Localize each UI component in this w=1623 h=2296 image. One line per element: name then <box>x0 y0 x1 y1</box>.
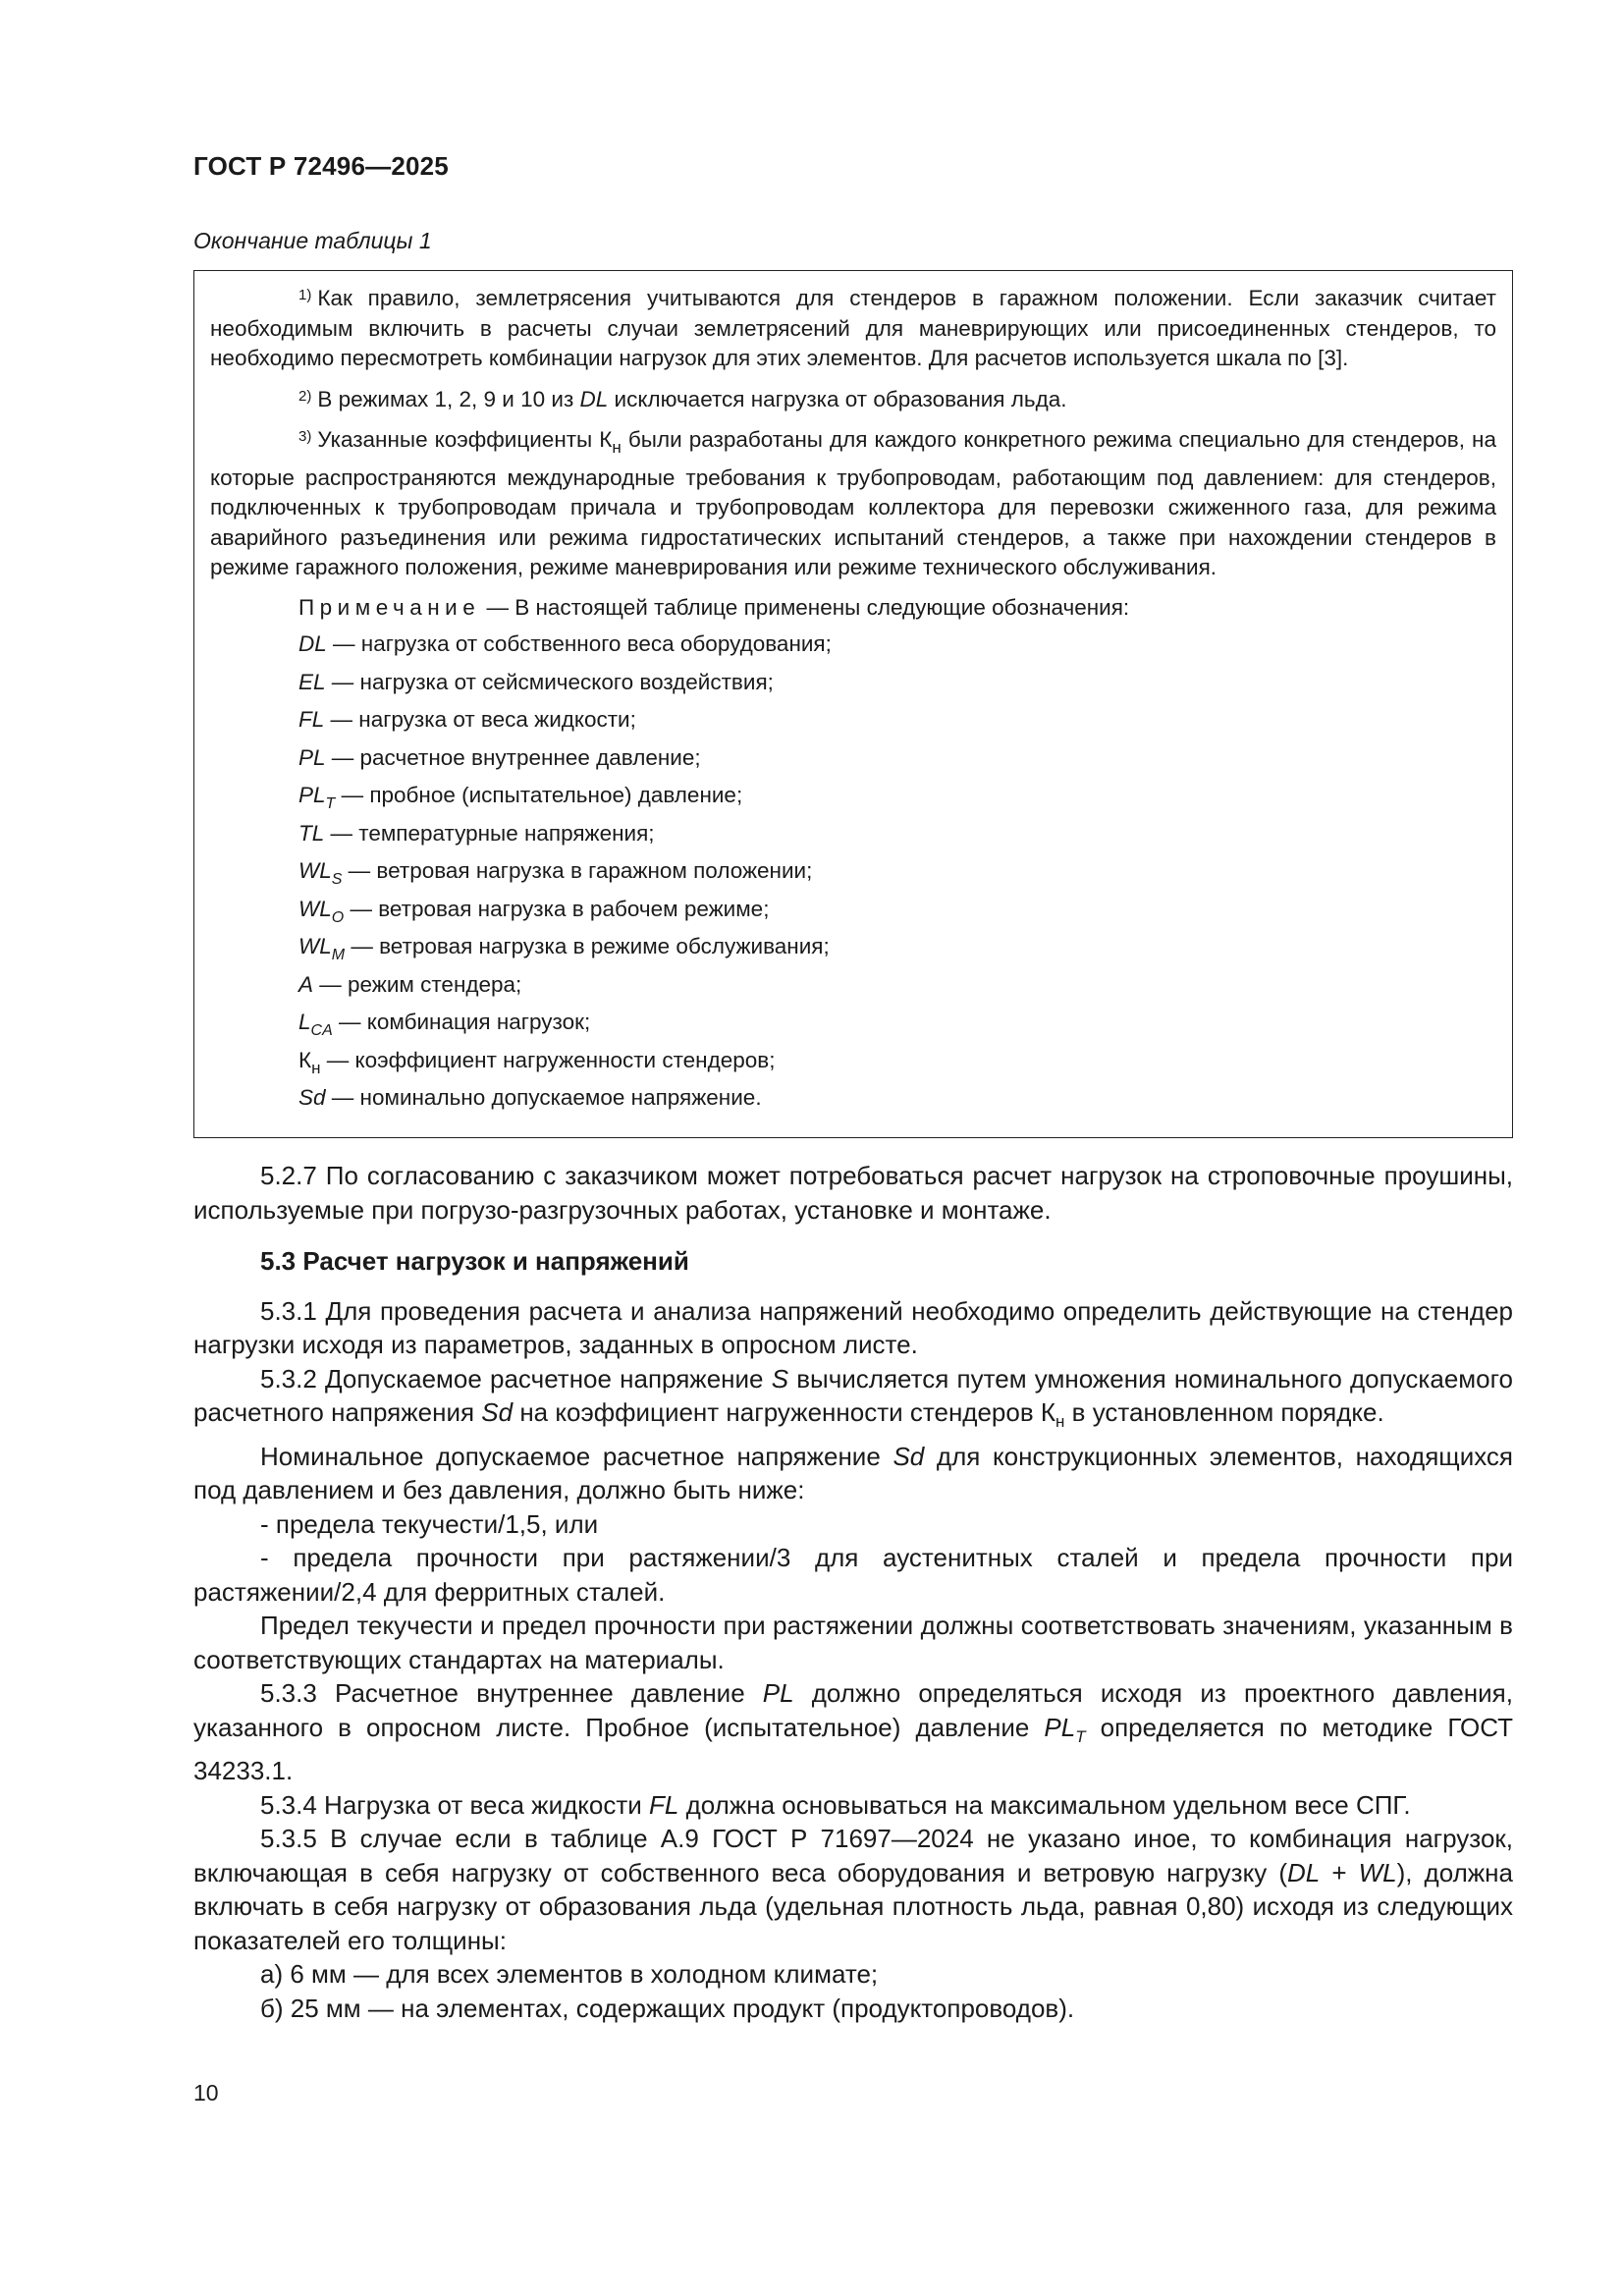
section-heading-5-3: 5.3 Расчет нагрузок и напряжений <box>260 1246 689 1276</box>
list-item-a: а) 6 мм — для всех элементов в холодном климате; <box>260 1959 879 1989</box>
document-header: ГОСТ Р 72496—2025 <box>193 151 449 181</box>
note-heading: Примечание — В настоящей таблице применены следующие обозначения: <box>298 594 1130 620</box>
page-number: 10 <box>193 2080 219 2105</box>
definition-item: Sd — номинально допускаемое напряжение. <box>298 1085 762 1110</box>
definitions-list <box>298 629 1496 1121</box>
list-item-yield: - предела текучести/1,5, или <box>260 1508 599 1539</box>
paragraph-5-3-2: 5.3.2 Допускаемое расчетное напряжение S вычисляется путем умножения номинального допускаемого расчетного напряжения Sd на коэффициент нагруженности стендеров $К_н$ в установленном порядке. <box>193 1363 1513 1431</box>
table-notes-box <box>193 270 1513 1138</box>
footnote-3: $^{3)}$ Указанные коэффициенты $К_н$ были разработаны для каждого конкретного режима специально для стендеров, на которые распространяются международные требования к трубопроводам, работающим под давлением: для стендеров, подключенных к трубопроводам причала и трубопроводам коллектора для перевозки сжиженного газа, для режима аварийного разъединения или режима гидростатических испытаний стендеров, а также при нахождении стендеров в режиме гаражного положения, режиме маневрирования или режиме технического обслуживания. <box>210 427 1496 579</box>
table-caption: Окончание таблицы 1 <box>193 228 432 253</box>
definition-item: A — режим стендера; <box>298 971 522 997</box>
definition-item: $WL_O$ — ветровая нагрузка в рабочем режиме; <box>298 896 770 926</box>
paragraph-5-2-7: 5.2.7 По согласованию с заказчиком может потребоваться расчет нагрузок на строповочные проушины, используемые при погрузо-разгрузочных работах, установке и монтаже. <box>193 1161 1513 1225</box>
definition-item: DL — нагрузка от собственного веса оборудования; <box>298 631 832 656</box>
definition-item: $L_{CA}$ — комбинация нагрузок; <box>298 1010 591 1039</box>
definition-item: $WL_S$ — ветровая нагрузка в гаражном положении; <box>298 858 813 888</box>
definition-item: FL — нагрузка от веса жидкости; <box>298 707 636 732</box>
document-body <box>193 1159 1513 2025</box>
list-item-b: б) 25 мм — на элементах, содержащих продукт (продуктопроводов). <box>260 1993 1075 2023</box>
paragraph-5-3-4: 5.3.4 Нагрузка от веса жидкости FL должна основываться на максимальном удельном весе СПГ. <box>260 1789 1411 1820</box>
paragraph-nominal-stress: Номинальное допускаемое расчетное напряжение Sd для конструкционных элементов, находящихся под давлением и без давления, должно быть ниже: <box>193 1441 1513 1504</box>
paragraph-5-3-3: 5.3.3 Расчетное внутреннее давление PL должно определяться исходя из проектного давления, указанного в опросном листе. Пробное (испытательное) давление $PL_T$ определяется по методике ГОСТ 34233.1. <box>193 1678 1514 1785</box>
definition-item: EL — нагрузка от сейсмического воздействия; <box>298 669 774 694</box>
list-item-tensile: - предела прочности при растяжении/3 для аустенитных сталей и предела прочности при растяжении/2,4 для ферритных сталей. <box>193 1543 1513 1607</box>
paragraph-5-3-1: 5.3.1 Для проведения расчета и анализа напряжений необходимо определить действующие на стендер нагрузки исходя из параметров, заданных в опросном листе. <box>193 1295 1513 1359</box>
definition-item: $К_н$ — коэффициент нагруженности стендеров; <box>298 1047 776 1077</box>
definition-item: TL — температурные напряжения; <box>298 820 655 846</box>
footnote-2: $^{2)}$ В режимах 1, 2, 9 и 10 из DL исключается нагрузка от образования льда. <box>298 386 1067 411</box>
paragraph-limits: Предел текучести и предел прочности при растяжении должны соответствовать значениям, указанным в соответствующих стандартах на материалы. <box>193 1611 1513 1674</box>
footnote-1: $^{1)}$ Как правило, землетрясения учитываются для стендеров в гаражном положении. Если заказчик считает необходимым включить в расчеты случаи землетрясений для маневрирующих или присоединенных стендеров, то необходимо пересмотреть комбинации нагрузок для этих элементов. Для расчетов используется шкала по [3]. <box>210 286 1496 370</box>
definition-item: $WL_M$ — ветровая нагрузка в режиме обслуживания; <box>298 934 830 963</box>
definition-item: PL — расчетное внутреннее давление; <box>298 744 701 770</box>
paragraph-5-3-5: 5.3.5 В случае если в таблице А.9 ГОСТ Р 71697—2024 не указано иное, то комбинация нагрузок, включающая в себя нагрузку от собственного веса оборудования и ветровую нагрузку (DL + WL), должна включать в себя нагрузку от образования льда (удельная плотность льда, равная 0,80) исходя из следующих показателей его толщины: <box>193 1824 1513 1955</box>
definition-item: $PL_T$ — пробное (испытательное) давление; <box>298 783 743 812</box>
